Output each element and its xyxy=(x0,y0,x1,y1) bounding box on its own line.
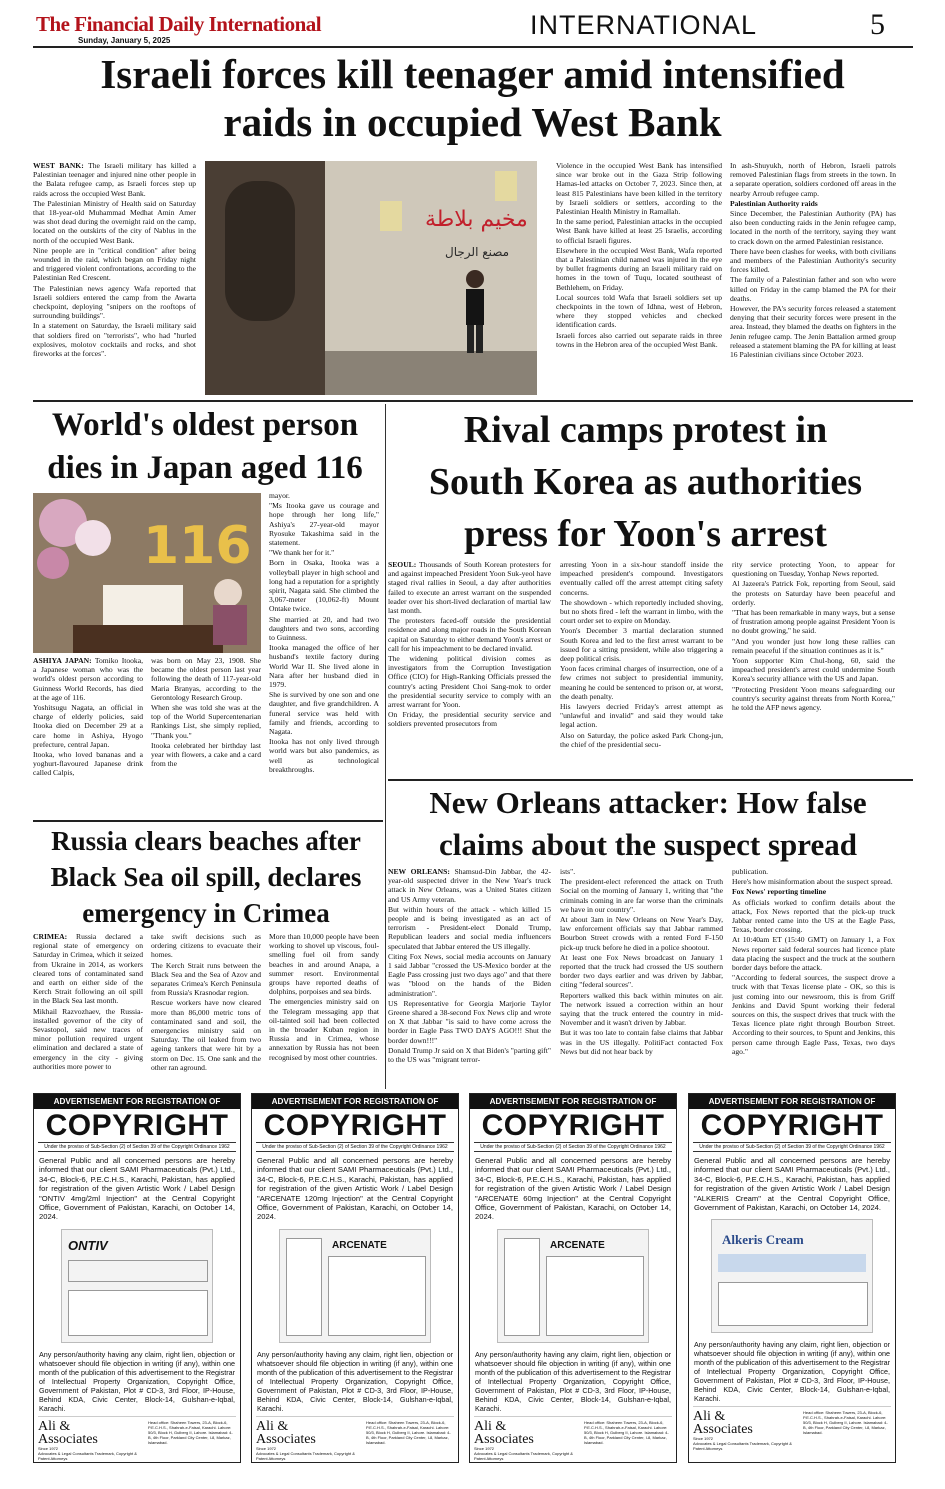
product-label: ARCENATE xyxy=(332,1239,387,1251)
westbank-photo-scene xyxy=(205,161,537,395)
ad-body: General Public and all concerned persons are hereby informed that our client SAMI Pharmaceuticals (Pvt.) Ltd., 34-C, Block-6, P.E.C.H.S., Karachi, Pakistan, has applied for registration of the given Artistic Work / Label Design "ONTIV 4mg/2ml Injection" at the Central Copyright Office, Government of Pakistan, Karachi, on October 14, 2024. xyxy=(39,1156,235,1222)
copyright-ad xyxy=(688,1093,896,1463)
firm-logo: Ali & Associates Since 1972 Advocates & Legal Consultants Trademark, Copyright & Patent Attorneys xyxy=(38,1418,137,1461)
product-label: ARCENATE xyxy=(550,1239,605,1251)
crimea-col-3: More than 10,000 people have been working to shovel up viscous, foul-smelling fuel oil from sandy beaches in and around Anapa, a summer resort. Environmental groups have reported deaths of dolphins, porpoises and sea birds. The emergencies ministry said on the Telegram messaging app that oil-tainted soil had been collected in the broader Kuban region in Russia and in Crimea, whose annexation by Russia has not been recognised by most other countries. xyxy=(269,932,379,1062)
ad-header: ADVERTISEMENT FOR REGISTRATION OF xyxy=(34,1094,240,1109)
ad-title: COPYRIGHT xyxy=(263,1109,447,1142)
korea-col-1: SEOUL: Thousands of South Korean protesters for and against impeached President Yoon Suk-yeol have staged rival rallies in Seoul, a day after authorities failed to execute an arrest warrant on the suspended leader over his short-lived declaration of martial law last month. The protesters faced-off outside the presidential residence and along major roads in the South Korean capital on Saturday to either demand Yoon's arrest or call for his impeachment to be declared invalid. The widening political division comes as investigators from the Corruption Investigation Office (CIO) for High-Ranking Officials pressed the country's acting President Choi Sang-mok to order the presidential security service to comply with an arrest warrant for Yoon. On Friday, the presidential security service and soldiers prevented prosecutors from xyxy=(388,560,551,729)
japan-col-3: mayor. "Ms Itooka gave us courage and hope through her long life," Ashiya's 27-year-old mayor Ryosuke Takashima said in the statement. "We thank her for it." Born in Osaka, Itooka was a volleyball player in high school and long had a reputation for a sprightly spirit, Nagata said. She climbed the 3,067-meter (10,062-ft) Mount Ontake twice. She married at 20, and had two daughters and two sons, according to Guinness. Itooka managed the office of her husband's textile factory during World War II. She lived alone in Nara after her husband died in 1979. She is survived by one son and one daughter, and five grandchildren. A funeral service was held with family and friends, according to Nagata. Itooka has not only lived through world wars but also pandemics, as well as technological breakthroughs. xyxy=(269,491,379,774)
ad-subtitle: Under the proviso of Sub-Section (2) of Section 39 of the Copyright Ordinance 1962 xyxy=(256,1142,454,1152)
product-label: ONTIV xyxy=(68,1237,108,1253)
masthead-rule xyxy=(33,46,913,48)
ad-title: COPYRIGHT xyxy=(481,1109,665,1142)
page-number: 5 xyxy=(870,8,885,41)
westbank-col-4: In ash-Shuyukh, north of Hebron, Israeli patrols removed Palestinian flags from streets in the town. In a separate operation, soldiers cordoned off areas in the nearby Arroub refugee camp. Palestinian Authority raids Since December, the Palestinian Authority (PA) has also been conducting raids in the Jenin refugee camp, located in the north of the territory, saying they want to crack down on the armed Palestinian resistance. There have been clashes for weeks, with both civilians and members of the Palestinian Authority's security forces killed. The family of a Palestinian father and son who were killed on Friday in the camp blamed the PA for their deaths. However, the PA's security forces released a statement denying that their security forces were present in the area. Instead, they blamed the deaths on fighters in the Jenin refugee camp. The Jenin Battalion armed group released a statement blaming the PA for killing at least 16 Palestinian civilians since October 2023. xyxy=(730,161,896,360)
masthead-title: The Financial Daily International xyxy=(36,12,322,36)
ad-body: General Public and all concerned persons are hereby informed that our client SAMI Pharmaceuticals (Pvt.) Ltd., 34-C, Block-6, P.E.C.H.S., Karachi, Pakistan, has applied for registration of the given Artistic Work / Label Design "ARCENATE 60mg Injection" at the Central Copyright Office, Government of Pakistan, Karachi, on October 14, 2024. xyxy=(475,1156,671,1222)
japan-photo xyxy=(33,493,261,653)
crimea-col-2: take swift decisions such as ordering citizens to evacuate their homes. The Kerch Strait runs between the Black Sea and the Sea of Azov and separates Crimea's Kerch Peninsula from Russia's Krasnodar region. Rescue workers have now cleared more than 86,000 metric tons of contaminated sand and soil, the emergencies ministry said on Saturday. The oil leaked from two ageing tankers that were hit by a storm on Dec. 15. One sank and the other ran aground. xyxy=(151,932,261,1072)
westbank-col-3: Violence in the occupied West Bank has intensified since war broke out in the Gaza Strip following Hamas-led attacks on October 7, 2023. Since then, at least 815 Palestinians have been killed in the territory by Israeli soldiers or settlers, according to the Palestinian Health Ministry in Ramallah. In the same period, Palestinian attacks in the occupied West Bank have killed at least 25 Israelis, according to official Israeli figures. Elsewhere in the occupied West Bank, Wafa reported that a Palestinian child named was injured in the eye by bullet fragments during an Israeli military raid on homes in the town of Tuqu, located southeast of Bethlehem, on Friday. Local sources told Wafa that Israeli soldiers set up checkpoints in the town of Idhna, west of Hebron, where they stopped vehicles and checked identification cards. Israeli forces also carried out separate raids in three towns in the Hebron area of the occupied West Bank. xyxy=(556,161,722,349)
ad-subtitle: Under the proviso of Sub-Section (2) of Section 39 of the Copyright Ordinance 1962 xyxy=(474,1142,672,1152)
crimea-headline: Russia clears beaches after Black Sea oil spill, declares emergency in Crimea xyxy=(50,826,362,928)
crimea-col-1: CRIMEA: Russia declared a regional state of emergency on Saturday in Crimea, which it seized from Ukraine in 2014, as workers cleared tons of contaminated sand and earth on either side of the Kerch Strait following an oil spill in the Black Sea last month. Mikhail Razvozhaev, the Russia-installed governor of the city of Sevastopol, said new traces of minor pollution required urgent elimination and declared a state of emergency in the city - giving authorities more power to xyxy=(33,932,143,1071)
svg-text:116: 116 xyxy=(143,516,252,576)
japan-photo-scene xyxy=(33,493,261,653)
ad-header: ADVERTISEMENT FOR REGISTRATION OF xyxy=(689,1094,895,1109)
ad-subtitle: Under the proviso of Sub-Section (2) of Section 39 of the Copyright Ordinance 1962 xyxy=(38,1142,236,1152)
ad-body: General Public and all concerned persons are hereby informed that our client SAMI Pharmaceuticals (Pvt.) Ltd., 34-C, Block-6, P.E.C.H.S., Karachi, Pakistan, has applied for registration of the given Artistic Work / Label Design "ALKERIS Cream" at the Central Copyright Office, Government of Pakistan, Karachi, on October 14, 2024. xyxy=(694,1156,890,1213)
orleans-col-1: NEW ORLEANS: Shamsud-Din Jabbar, the 42-year-old suspected driver in the New Year's truck attack in New Orleans, was a United States citizen and US Army veteran. But within hours of the attack - which killed 15 people and is being investigated as an act of terrorism - President-elect Donald Trump, Republican leaders and social media influencers speculated that Jabbar entered the US illegally. Citing Fox News, social media accounts on January 1 said Jabbar "crossed the US-Mexico border at the Eagle Pass crossing just two days ago" and that there was "blood on the hands of the Biden administration". US Representative for Georgia Marjorie Taylor Greene shared a 38-second Fox News clip and wrote on X that Jabbar "is said to have come across the border in Eagle Pass TWO DAYS AGO!!! Shut the border down!!!" Donald Trump Jr said on X that Biden's "parting gift" to the US was "migrant terror- xyxy=(388,867,551,1065)
copyright-ad xyxy=(469,1093,677,1463)
ad-title: COPYRIGHT xyxy=(45,1109,229,1142)
japan-headline: World's oldest person dies in Japan aged 116 xyxy=(47,407,363,486)
ad-body: General Public and all concerned persons are hereby informed that our client SAMI Pharmaceuticals (Pvt.) Ltd., 34-C, Block-6, P.E.C.H.S., Karachi, Pakistan, has applied for registration of the given Artistic Work / Label Design "ARCENATE 120mg Injection" at the Central Copyright Office, Government of Pakistan, Karachi, on October 14, 2024. xyxy=(257,1156,453,1222)
firm-offices: Head office: Shaheen Towers, 23-A, Block-6, P.E.C.H.S., Shahrah-e-Faisal, Karachi. Lahore: 50/3, Block H, Gulberg II, Lahore. Islamabad: 4-B, 4th Floor, Parkland City Center, I-8, Markaz, Islamabad. xyxy=(803,1410,888,1436)
orleans-headline: New Orleans attacker: How false claims about the suspect spread xyxy=(429,785,867,862)
product-pack-image xyxy=(497,1229,649,1343)
masthead-date: Sunday, January 5, 2025 xyxy=(78,36,171,45)
section-label: INTERNATIONAL xyxy=(530,10,758,40)
product-pack-image xyxy=(279,1229,431,1343)
japan-col-2: was born on May 23, 1908. She became the oldest person last year following the death of 117-year-old Maria Branyas, according to the Gerontology Research Group. When she was told she was at the top of the World Supercentenarian Rankings List, she simply replied, "Thank you." Itooka celebrated her birthday last year with flowers, a cake and a card from the xyxy=(151,656,261,769)
firm-offices: Head office: Shaheen Towers, 23-A, Block-6, P.E.C.H.S., Shahrah-e-Faisal, Karachi. Lahore: 50/3, Block H, Gulberg II, Lahore. Islamabad: 4-B, 4th Floor, Parkland City Center, I-8, Markaz, Islamabad. xyxy=(584,1419,669,1445)
orleans-col-3: publication. Here's how misinformation about the suspect spread. Fox News' reporting timeline As officials worked to confirm details about the attack, Fox News reported that the pick-up truck Jabbar rented came into the US at the Eagle Pass, Texas, border crossing. At 10:40am ET (15:40 GMT) on January 1, a Fox News reporter said federal sources had licence plate data placing the suspect and the truck at the southern border days before the attack. "According to federal sources, the suspect drove a truck with that Texas license plate - OK, so this is just coming into our newsroom, this is from Griff Jenkins and David Spunt working their federal sources on this, the suspect drives that truck with the Texas licence plate right through Bourbon Street. According to their sources, to Spunt and Jenkins, this person came through Eagle Pass, Texas, two days ago." xyxy=(732,867,895,1056)
ad-subtitle: Under the proviso of Sub-Section (2) of Section 39 of the Copyright Ordinance 1962 xyxy=(693,1142,891,1152)
section-rule xyxy=(33,400,913,402)
ad-claim: Any person/authority having any claim, right lien, objection or whatsoever should file objection in writing (if any), within one month of the publication of this advertisement to the Registrar of Intellectual Property Organization, Copyright Office, Government of Pakistan, Plot # CD-3, 3rd Floor, IP-House, Behind KDA, Civic Center, Block-14, Gulshan-e-Iqbal, Karachi. xyxy=(39,1349,235,1413)
copyright-ad xyxy=(251,1093,459,1463)
japan-col-1: ASHIYA JAPAN: Tomiko Itooka, a Japanese woman who was the world's oldest person according to Guinness World Records, has died at the age of 116. Yoshitsugu Nagata, an official in charge of elderly policies, said Itooka died on December 29 at a care home in Ashiya, Hyogo prefecture, central Japan. Itooka, who loved bananas and a yoghurt-flavoured Japanese drink called Calpis, xyxy=(33,656,143,778)
orleans-col-2: ists". The president-elect referenced the attack on Truth Social on the morning of January 1, writing that "the criminals coming in are far worse than the criminals we have in our country". At about 3am in New Orleans on New Year's Day, law enforcement officials say that Jabbar rammed Bourbon Street crowds with a rented Ford F-150 pick-up truck before he died in a police shootout. At least one Fox News broadcast on January 1 reported that the truck had crossed the US southern border two days earlier and was driven by Jabbar, citing "federal sources". Reporters walked this back within minutes on air. The network issued a correction within an hour saying that the truck entered the country in mid-November and it wasn't driven by Jabbar. But it was too late to contain false claims that Jabbar was in the US illegally. PolitiFact contacted Fox News but did not hear back by xyxy=(560,867,723,1056)
product-label: Alkeris Cream xyxy=(722,1232,804,1248)
ad-footer xyxy=(256,1416,454,1461)
product-pack-image xyxy=(711,1219,873,1333)
firm-logo: Ali & Associates Since 1972 Advocates & Legal Consultants Trademark, Copyright & Patent Attorneys xyxy=(256,1418,355,1461)
svg-text:مصنع الرجال: مصنع الرجال xyxy=(445,245,510,259)
ad-footer xyxy=(693,1406,891,1451)
westbank-col-1: WEST BANK: The Israeli military has killed a Palestinian teenager and injured nine other people in the Balata refugee camp, as Israeli forces step up raids across the occupied West Bank. The Palestinian Ministry of Health said on Saturday that 18-year-old Muhammad Medhat Amin Amer was shot dead during the overnight raid on the camp, located on the outskirts of the city of Nablus in the north of the occupied West Bank. Nine people are in "critical condition" after being wounded in the raid, which began on Friday night and triggered violent confrontations, according to the Palestinian Red Crescent. The Palestinian news agency Wafa reported that Israeli soldiers entered the camp from the Awarta checkpoint, deploying "snipers on the rooftops of surrounding buildings". In a statement on Saturday, the Israeli military said that soldiers fired on "terrorists", who had "hurled explosives, molotov cocktails and rocks, and shot fireworks at the forces". xyxy=(33,161,196,359)
section-rule xyxy=(388,779,913,781)
ad-title: COPYRIGHT xyxy=(700,1109,884,1142)
westbank-photo xyxy=(205,161,537,395)
ad-claim: Any person/authority having any claim, right lien, objection or whatsoever should file objection in writing (if any), within one month of the publication of this advertisement to the Registrar of Intellectual Property Organization, Copyright Office, Government of Pakistan, Plot # CD-3, 3rd Floor, IP-House, Behind KDA, Civic Center, Block-14, Gulshan-e-Iqbal, Karachi. xyxy=(694,1340,890,1404)
korea-col-2: arresting Yoon in a six-hour standoff inside the impeached president's compound. Investigators eventually called off the arrest attempt citing safety concerns. The showdown - which reportedly included shoving, but no shots fired - left the warrant in limbo, with the court order set to expire on Monday. Yoon's December 3 martial declaration stunned South Korea and led to the first arrest warrant to be issued for a sitting president, while also triggering a deep political crisis. Yoon faces criminal charges of insurrection, one of a few crimes not subject to presidential immunity, meaning he could be sentenced to prison or, at worst, the death penalty. His lawyers decried Friday's arrest attempt as "unlawful and invalid" and said they would take legal action. Also on Saturday, the police asked Park Chong-jun, the chief of the presidential secu- xyxy=(560,560,723,749)
westbank-headline: Israeli forces kill teenager amid intensified raids in occupied West Bank xyxy=(100,51,845,146)
section-rule xyxy=(33,820,383,822)
ad-header: ADVERTISEMENT FOR REGISTRATION OF xyxy=(470,1094,676,1109)
ad-footer xyxy=(38,1416,236,1461)
column-divider xyxy=(385,404,386,1089)
ad-header: ADVERTISEMENT FOR REGISTRATION OF xyxy=(252,1094,458,1109)
product-pack-image xyxy=(61,1229,213,1343)
firm-logo: Ali & Associates Since 1972 Advocates & Legal Consultants Trademark, Copyright & Patent Attorneys xyxy=(474,1418,573,1461)
ad-claim: Any person/authority having any claim, right lien, objection or whatsoever should file objection in writing (if any), within one month of the publication of this advertisement to the Registrar of Intellectual Property Organization, Copyright Office, Government of Pakistan, Plot # CD-3, 3rd Floor, IP-House, Behind KDA, Civic Center, Block-14, Gulshan-e-Iqbal, Karachi. xyxy=(257,1349,453,1413)
korea-headline: Rival camps protest in South Korea as authorities press for Yoon's arrest xyxy=(428,409,863,555)
firm-offices: Head office: Shaheen Towers, 23-A, Block-6, P.E.C.H.S., Shahrah-e-Faisal, Karachi. Lahore: 50/3, Block H, Gulberg II, Lahore. Islamabad: 4-B, 4th Floor, Parkland City Center, I-8, Markaz, Islamabad. xyxy=(148,1419,233,1445)
firm-offices: Head office: Shaheen Towers, 23-A, Block-6, P.E.C.H.S., Shahrah-e-Faisal, Karachi. Lahore: 50/3, Block H, Gulberg II, Lahore. Islamabad: 4-B, 4th Floor, Parkland City Center, I-8, Markaz, Islamabad. xyxy=(366,1419,451,1445)
ad-claim: Any person/authority having any claim, right lien, objection or whatsoever should file objection in writing (if any), within one month of the publication of this advertisement to the Registrar of Intellectual Property Organization, Copyright Office, Government of Pakistan, Plot # CD-3, 3rd Floor, IP-House, Behind KDA, Civic Center, Block-14, Gulshan-e-Iqbal, Karachi. xyxy=(475,1349,671,1413)
svg-text:مخيم بلاطة: مخيم بلاطة xyxy=(425,207,528,232)
copyright-ad xyxy=(33,1093,241,1463)
korea-col-3: rity service protecting Yoon, to appear for questioning on Tuesday, Yonhap News reported. Al Jazeera's Patrick Fok, reporting from Seoul, said the protests on Saturday have been peaceful and orderly. "That has been remarkable in many ways, but a sense of frustration among people against President Yoon is no doubt growing," he said. "And you wonder just how long these rallies can remain peaceful if the situation continues as it is." Yoon supporter Kim Chul-hong, 60, said the impeached president's arrest could undermine South Korea's security alliance with the US and Japan. "Protecting President Yoon means safeguarding our country's security against threats from North Korea," he told the AFP news agency. xyxy=(732,560,895,713)
ad-footer xyxy=(474,1416,672,1461)
firm-logo: Ali & Associates Since 1972 Advocates & Legal Consultants Trademark, Copyright & Patent Attorneys xyxy=(693,1409,792,1452)
